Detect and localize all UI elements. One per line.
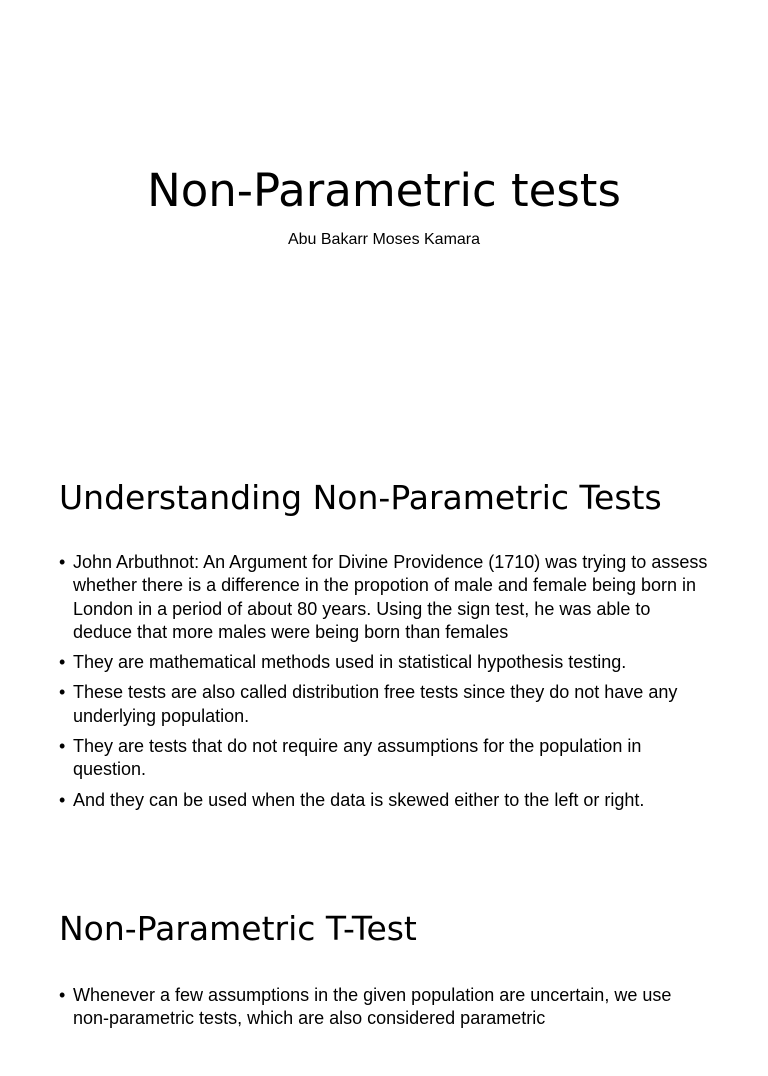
bullet-icon: • [59,682,66,703]
slide-heading: Non-Parametric T-Test [59,909,417,948]
title-slide [0,0,768,400]
bullet-item [59,789,711,812]
bullet-text: These tests are also called distribution free tests since they do not have any underlying population. [73,682,678,726]
bullet-text: Whenever a few assumptions in the given population are uncertain, we use non-parametric tests, which are also considered parametric [73,985,672,1029]
bullet-icon: • [59,736,66,757]
bullet-item [59,551,711,644]
bullet-text: John Arbuthnot: An Argument for Divine Providence (1710) was trying to assess whether there is a difference in the propotion of male and female being born in London in a period of about 80 years. Using the sign test, he was able to deduce that more males were being born than females [73,552,708,642]
bullet-icon: • [59,985,66,1005]
bullet-text: They are tests that do not require any assumptions for the population in question. [73,736,642,780]
bullet-icon: • [59,652,66,673]
slide-t-test [0,876,768,1076]
slide-understanding [0,432,768,852]
bullet-item [59,651,711,674]
bullet-icon: • [59,789,66,810]
author-name: Abu Bakarr Moses Kamara [287,231,481,248]
bullet-item [59,735,711,782]
bullet-list [59,984,711,1038]
bullet-text: And they can be used when the data is skewed either to the left or right. [73,789,645,810]
presentation-title: Non-Parametric tests [147,164,621,217]
bullet-item [59,681,711,728]
bullet-icon: • [59,552,66,572]
bullet-text: They are mathematical methods used in statistical hypothesis testing. [73,652,627,673]
slide-heading: Understanding Non-Parametric Tests [59,478,662,517]
bullet-list [59,551,711,819]
